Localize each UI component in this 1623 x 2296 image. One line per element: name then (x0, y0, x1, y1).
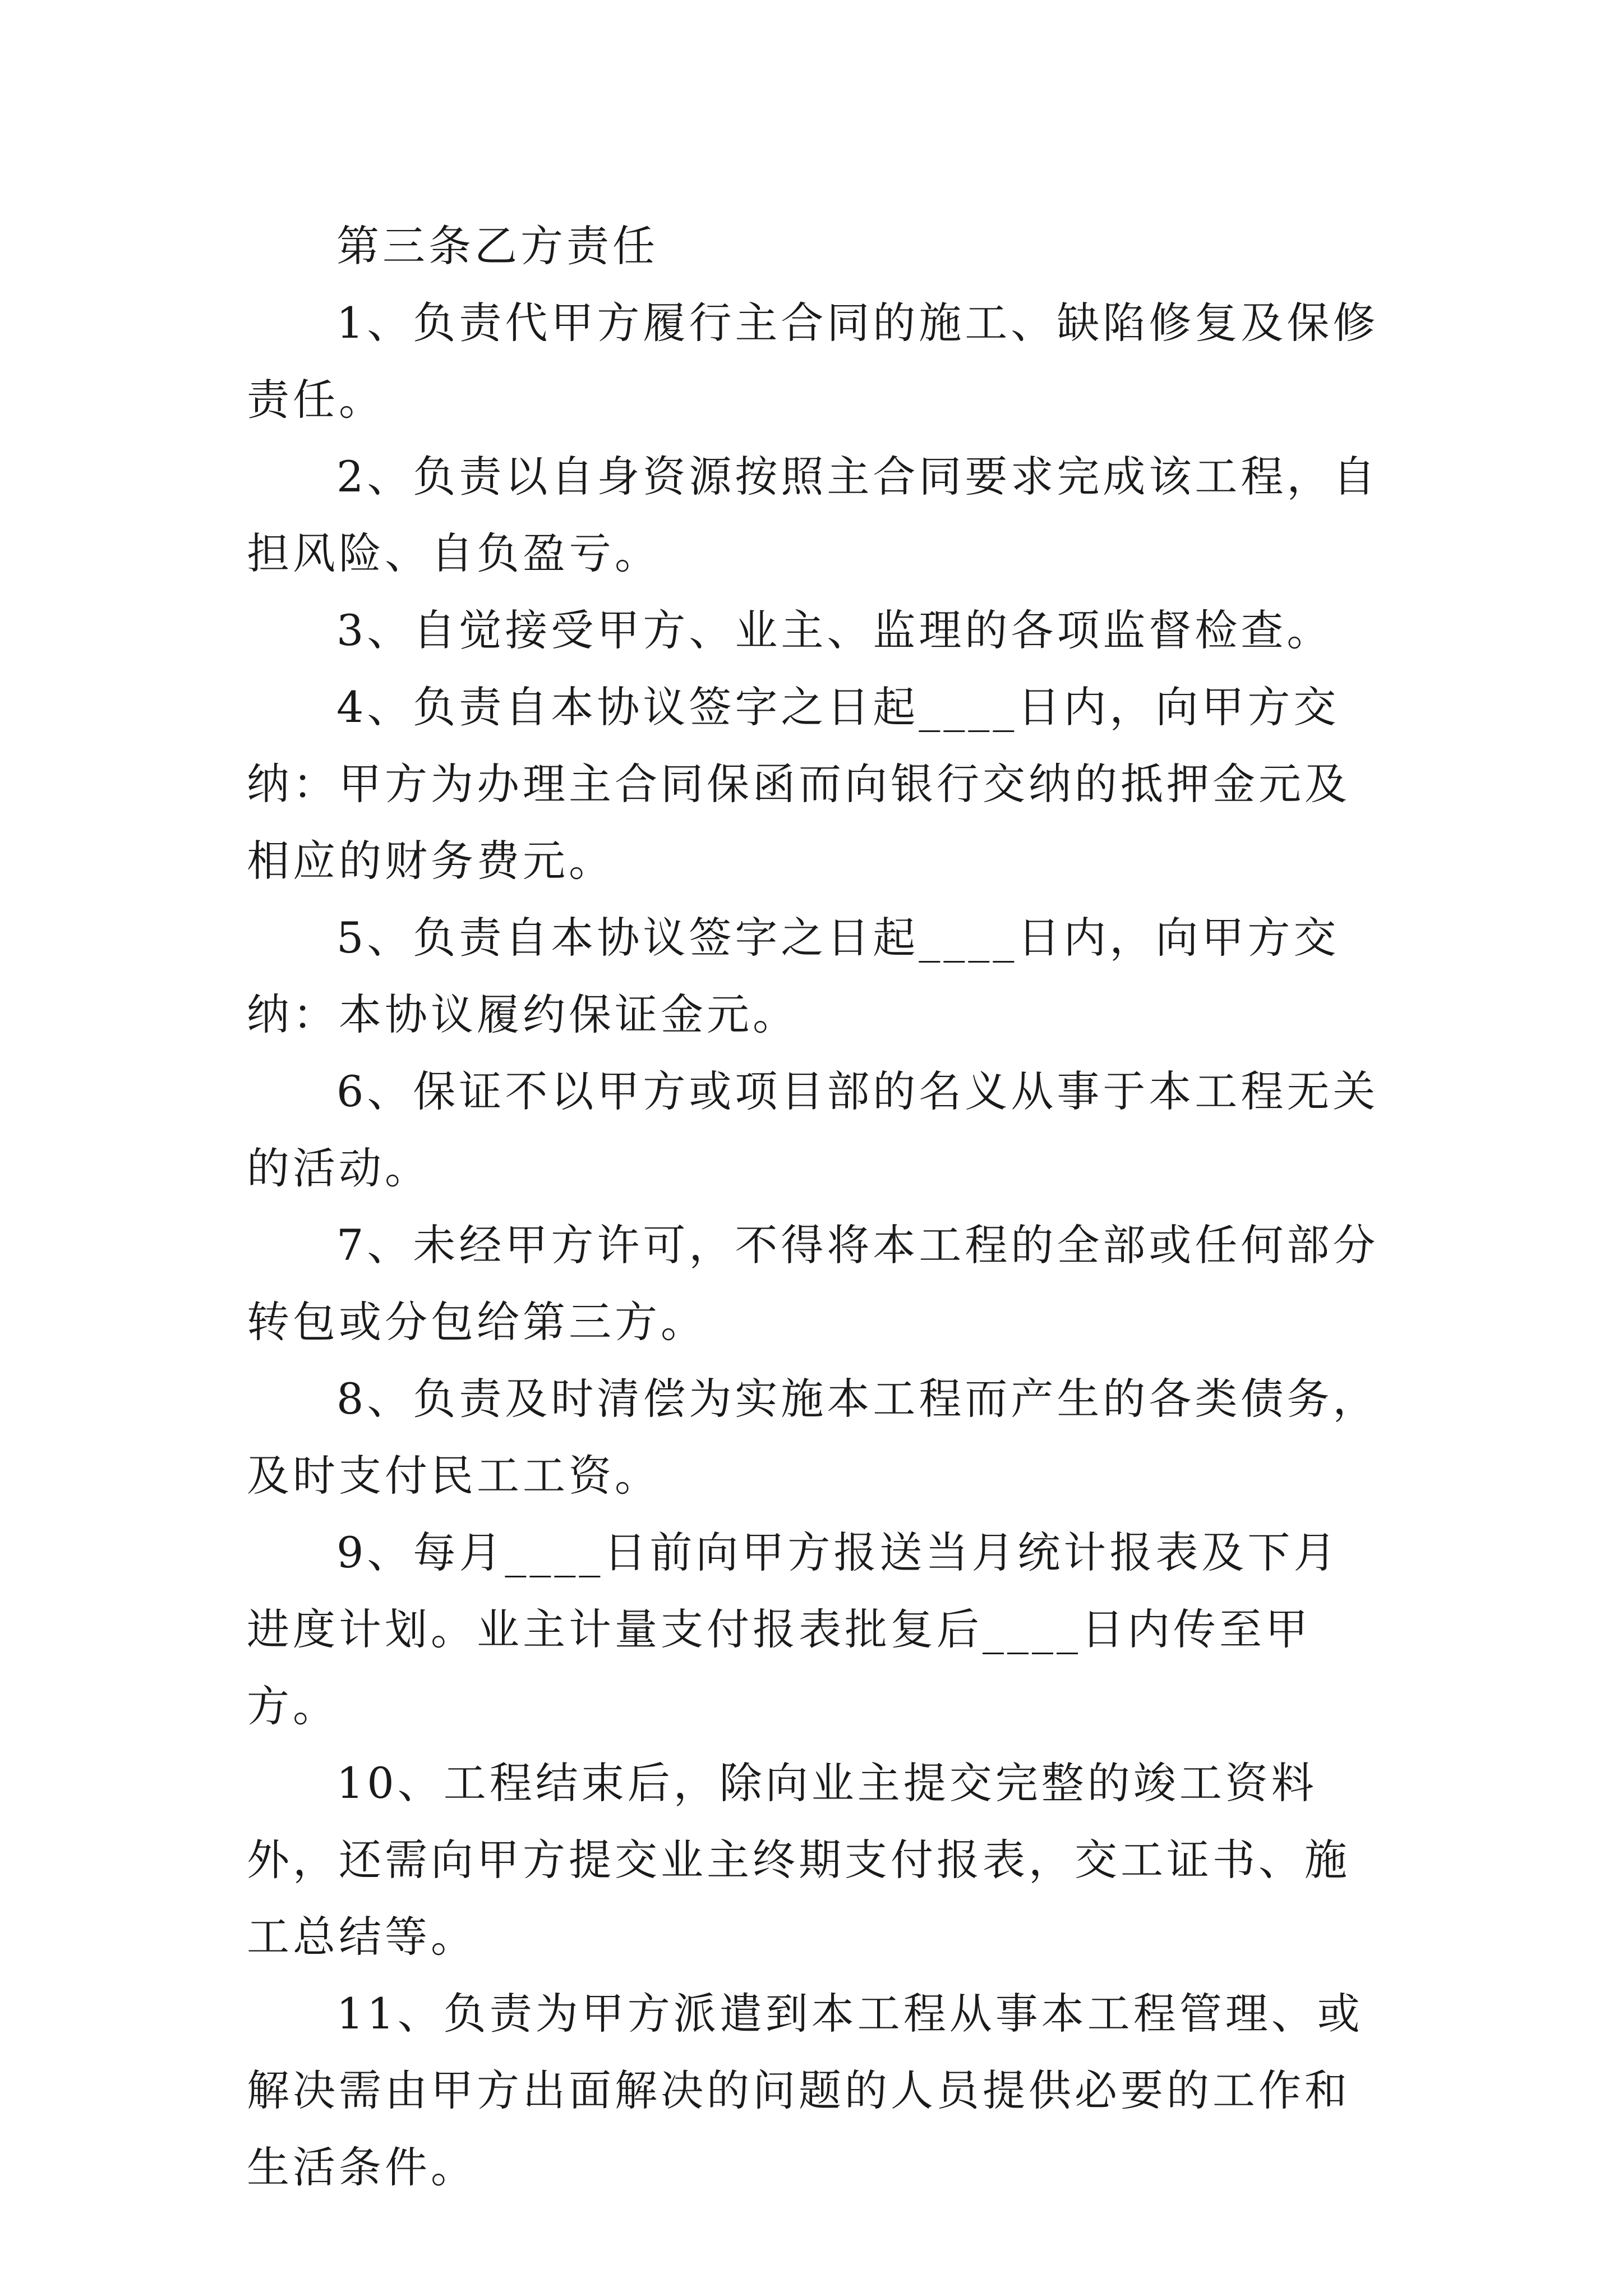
clause-1: 1、负责代甲方履行主合同的施工、缺陷修复及保修责任。 (247, 298, 1379, 425)
clause-7: 7、未经甲方许可，不得将本工程的全部或任何部分转包或分包给第三方。 (247, 1220, 1379, 1347)
clause-9: 9、每月____日前向甲方报送当月统计报表及下月进度计划。业主计量支付报表批复后____日内传至甲方。 (247, 1527, 1340, 1731)
clause-5: 5、负责自本协议签字之日起____日内，向甲方交纳：本协议履约保证金元。 (247, 913, 1340, 1039)
clause-8: 8、负责及时清偿为实施本工程而产生的各类债务，及时支付民工工资。 (247, 1374, 1379, 1501)
clause-2: 2、负责以自身资源按照主合同要求完成该工程，自担风险、自负盈亏。 (247, 452, 1379, 578)
clause-10: 10、工程结束后，除向业主提交完整的竣工资料外，还需向甲方提交业主终期支付报表，交工证书、施工总结等。 (247, 1758, 1350, 1962)
section-heading: 第三条乙方责任 (336, 221, 658, 271)
document-body (247, 208, 1380, 2206)
clause-6: 6、保证不以甲方或项目部的名义从事于本工程无关的活动。 (247, 1066, 1379, 1193)
clause-3: 3、自觉接受甲方、业主、监理的各项监督检查。 (336, 605, 1333, 655)
clause-11: 11、负责为甲方派遣到本工程从事本工程管理、或解决需由甲方出面解决的问题的人员提供必要的工作和生活条件。 (247, 1989, 1363, 2192)
clause-4: 4、负责自本协议签字之日起____日内，向甲方交纳：甲方为办理主合同保函而向银行交纳的抵押金元及相应的财务费元。 (247, 682, 1350, 886)
